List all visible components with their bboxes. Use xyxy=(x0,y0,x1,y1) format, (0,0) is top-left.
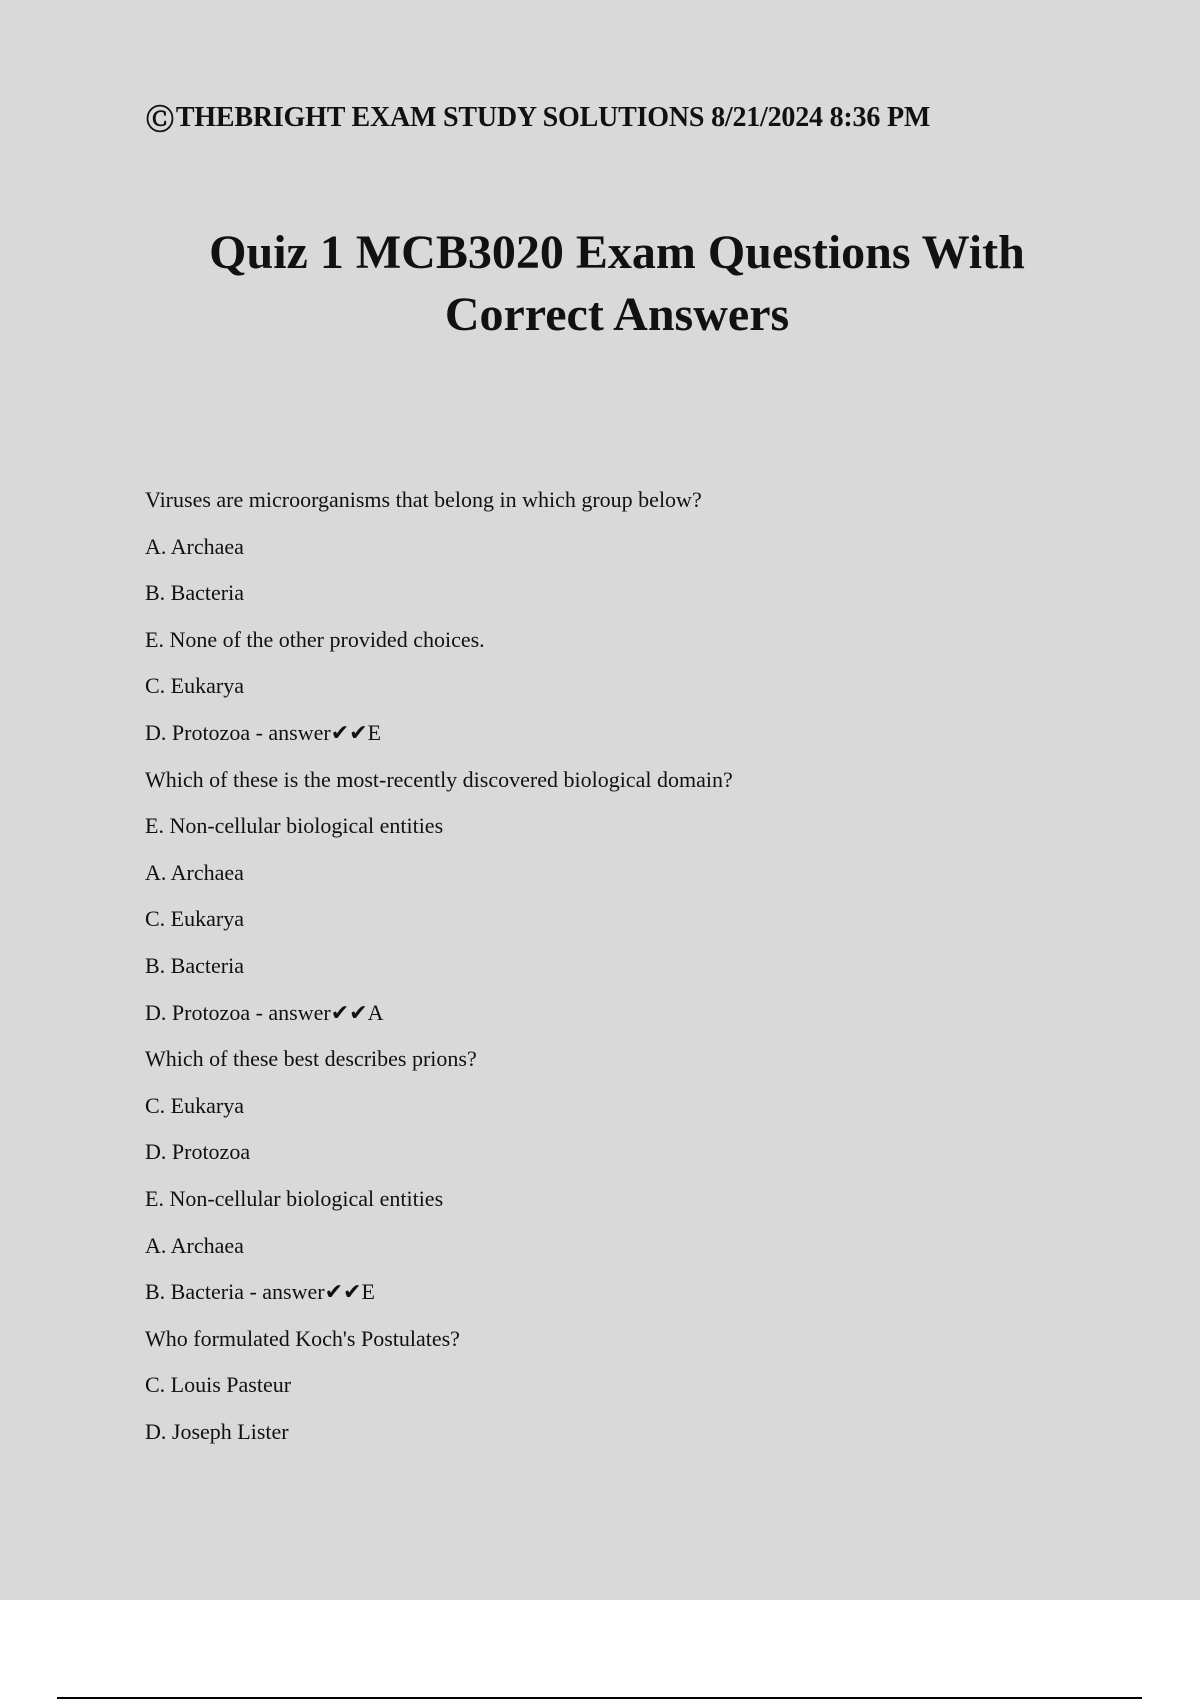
answer-option: C. Eukarya xyxy=(145,1092,244,1118)
answer-option: E. Non-cellular biological entities xyxy=(145,1185,444,1211)
answer-option-with-key: D. Protozoa - answer✔✔E xyxy=(145,719,382,745)
answer-option: E. None of the other provided choices. xyxy=(145,626,485,652)
answer-option-with-key: D. Protozoa - answer✔✔A xyxy=(145,999,384,1025)
answer-option: A. Archaea xyxy=(145,533,244,559)
copyright-icon: Ⓒ xyxy=(146,105,174,136)
document-title xyxy=(0,222,1200,346)
question-text: Who formulated Koch's Postulates? xyxy=(145,1325,460,1351)
answer-option: C. Eukarya xyxy=(145,673,244,699)
answer-option: C. Eukarya xyxy=(145,906,244,932)
question-text: Which of these best describes prions? xyxy=(145,1046,477,1072)
answer-option: A. Archaea xyxy=(145,1232,244,1258)
title-line-2: Correct Answers xyxy=(444,288,790,341)
page-header xyxy=(146,98,930,138)
question-text: Which of these is the most-recently discovered biological domain? xyxy=(145,766,733,792)
question-list xyxy=(145,480,1145,1458)
title-line-1: Quiz 1 MCB3020 Exam Questions With xyxy=(209,226,1025,279)
question-text: Viruses are microorganisms that belong in which group below? xyxy=(145,487,702,512)
answer-option: D. Joseph Lister xyxy=(145,1418,289,1444)
header-text: THEBRIGHT EXAM STUDY SOLUTIONS 8/21/2024 8:36 PM xyxy=(175,102,931,133)
answer-option: C. Louis Pasteur xyxy=(145,1372,292,1398)
answer-option: E. Non-cellular biological entities xyxy=(145,813,444,839)
answer-option-with-key: B. Bacteria - answer✔✔E xyxy=(145,1279,375,1305)
answer-option: B. Bacteria xyxy=(145,952,244,978)
answer-option: D. Protozoa xyxy=(145,1139,251,1165)
answer-option: B. Bacteria xyxy=(145,580,244,606)
answer-option: A. Archaea xyxy=(145,859,244,885)
footer-divider xyxy=(57,1697,1142,1699)
